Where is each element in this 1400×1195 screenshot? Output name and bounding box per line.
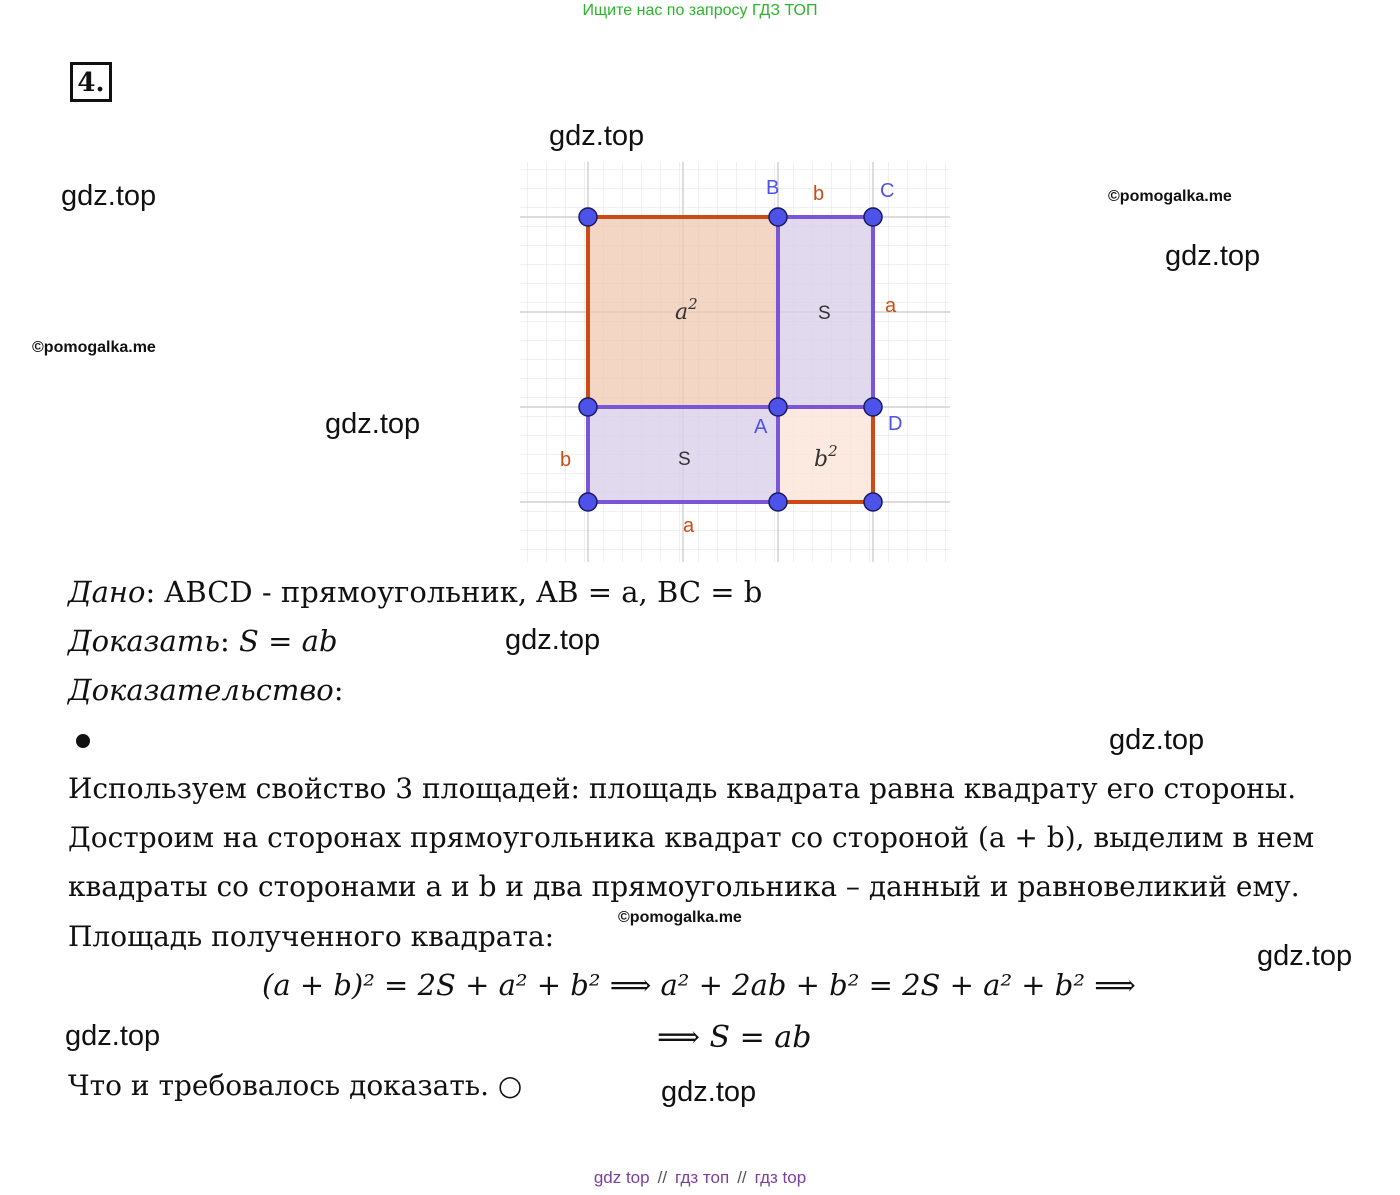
footer-separator: //	[657, 1168, 668, 1187]
watermark-gdz: gdz.top	[1109, 724, 1205, 756]
label-b: B	[766, 177, 780, 199]
footer-link-3[interactable]: гдз top	[754, 1168, 807, 1187]
proof-text-line-2: Достроим на сторонах прямоугольника квадрат со стороной (a + b), выделим в нем	[68, 821, 1315, 854]
side-label-b-top: b	[813, 183, 825, 205]
point	[769, 493, 787, 511]
footer-links	[0, 1168, 1400, 1188]
watermark-gdz: gdz.top	[1165, 240, 1261, 272]
region-label-b2: $b^2$	[814, 442, 838, 472]
watermark-gdz: gdz.top	[325, 408, 421, 440]
given-line: Дано: ABCD - прямоугольник, AB = a, BC = b	[68, 575, 763, 609]
point-a	[769, 398, 787, 416]
proof-label: Доказательство	[68, 673, 334, 707]
watermark-gdz: gdz.top	[661, 1076, 757, 1108]
watermark-gdz: gdz.top	[65, 1020, 161, 1052]
given-text: ABCD - прямоугольник, AB = a, BC = b	[164, 575, 763, 609]
watermark-gdz: gdz.top	[505, 624, 601, 656]
task-number: 4.	[70, 62, 112, 102]
watermark-pomogalka: ©pomogalka.me	[32, 339, 156, 356]
proof-text-line-3: квадраты со сторонами a и b и два прямоугольника – данный и равновеликий ему.	[68, 870, 1300, 903]
side-label-a-bottom: a	[683, 515, 695, 537]
footer-separator: //	[737, 1168, 747, 1187]
formula-line-2: ⟹ S = ab	[657, 1020, 812, 1055]
side-label-a-right: a	[885, 295, 897, 317]
prove-line: Доказать: S = ab	[68, 624, 338, 658]
label-a: A	[754, 416, 768, 438]
proof-line: Доказательство:	[68, 673, 344, 707]
prove-label: Доказать	[68, 624, 221, 658]
side-label-b-left: b	[560, 449, 572, 471]
given-label: Дано	[68, 575, 146, 609]
formula-line-1: (a + b)² = 2S + a² + b² ⟹ a² + 2ab + b² = 2S + a² + b² ⟹	[262, 968, 1136, 1002]
point	[579, 493, 597, 511]
watermark-gdz: gdz.top	[61, 180, 157, 212]
proof-text-line-1: Используем свойство 3 площадей: площадь квадрата равна квадрату его стороны.	[68, 772, 1297, 805]
watermark-pomogalka: ©pomogalka.me	[618, 909, 742, 926]
label-d: D	[888, 413, 903, 435]
footer-link-1[interactable]: gdz top	[593, 1168, 650, 1187]
region-label-s-right: S	[818, 303, 831, 324]
top-banner[interactable]: Ищите нас по запросу ГДЗ ТОП	[582, 2, 818, 19]
region-label-a2: $a^2$	[675, 295, 698, 325]
prove-text: S = ab	[239, 624, 338, 658]
point-d	[864, 398, 882, 416]
point	[579, 208, 597, 226]
proof-text-line-4: Площадь полученного квадрата:	[68, 920, 555, 953]
footer-link-2[interactable]: гдз топ	[675, 1168, 730, 1187]
label-c: C	[880, 180, 895, 202]
region-label-s-bottom: S	[678, 449, 691, 470]
watermark-gdz: gdz.top	[1257, 940, 1353, 972]
point-c	[864, 208, 882, 226]
conclusion: Что и требовалось доказать. ○	[68, 1069, 523, 1102]
bullet-icon	[76, 734, 90, 748]
point-b	[769, 208, 787, 226]
point	[579, 398, 597, 416]
geometry-figure	[520, 162, 950, 562]
watermark-pomogalka: ©pomogalka.me	[1108, 188, 1232, 205]
point	[864, 493, 882, 511]
watermark-gdz: gdz.top	[549, 120, 645, 152]
